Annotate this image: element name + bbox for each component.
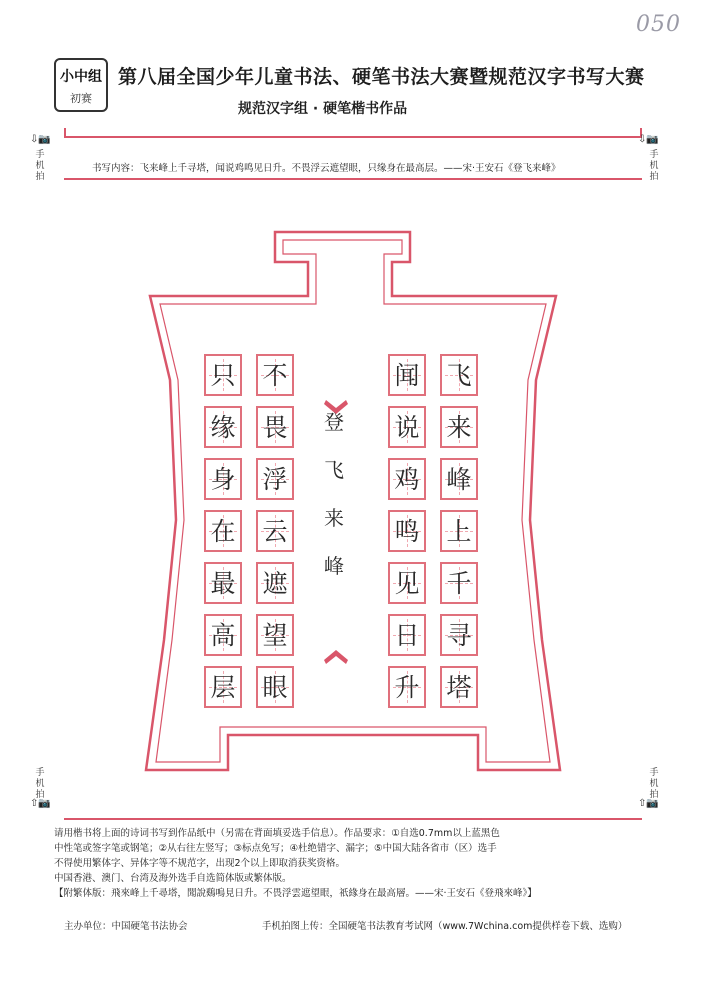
grid-char: 闻 (394, 361, 420, 390)
grid-cell (256, 614, 294, 656)
grid-cell (440, 510, 478, 552)
grid-char: 最 (210, 569, 236, 598)
grid-cell (388, 666, 426, 708)
grid-char: 塔 (446, 673, 472, 702)
grid-cell (388, 406, 426, 448)
grid-char: 只 (210, 361, 236, 390)
grid-cell (204, 458, 242, 500)
phone-tag-top-right: 手机拍 (649, 150, 659, 182)
grid-char: 浮 (262, 465, 288, 494)
requirements-line: 中性笔或签字笔或钢笔；②从右往左竖写；③标点免写；④杜绝错字、漏字；⑤中国大陆各省市（区）选手 (54, 843, 497, 854)
poem-title-char: 峰 (324, 554, 344, 578)
camera-icon-top-left: ⇩📷 (30, 134, 51, 145)
grid-cell (388, 562, 426, 604)
grid-char: 鸣 (394, 517, 420, 546)
grid-char: 寻 (446, 621, 472, 650)
poem-title-char: 登 (324, 410, 344, 434)
grid-char: 千 (446, 569, 472, 598)
writing-content: 书写内容：飞来峰上千寻塔，闻说鸡鸣见日升。不畏浮云遮望眼，只缘身在最高层。——宋·王安石《登飞来峰》 (92, 163, 561, 174)
grid-cell (204, 354, 242, 396)
camera-icon-bottom-left: ⇧📷 (30, 798, 51, 809)
grid-char: 层 (210, 673, 236, 702)
grid-char: 峰 (446, 465, 472, 494)
phone-tag-top-left: 手机拍 (35, 150, 45, 182)
grid-cell (256, 354, 294, 396)
camera-icon-bottom-right: ⇧📷 (638, 798, 659, 809)
grid-cell (256, 666, 294, 708)
phone-tag-bottom-right: 手机拍 (649, 768, 659, 800)
requirements-line: 【附繁体版：飛來峰上千尋塔，聞說鷄鳴見日升。不畏浮雲遮望眼，祇緣身在最高層。——宋·王安石《登飛來峰》】 (54, 888, 537, 899)
grid-cell (440, 562, 478, 604)
grid-char: 鸡 (394, 465, 420, 494)
grid-char: 升 (394, 673, 420, 702)
grid-cell (256, 406, 294, 448)
grid-cell (388, 614, 426, 656)
grid-cell (204, 614, 242, 656)
grid-cell (440, 458, 478, 500)
poem-title-char: 飞 (324, 458, 344, 482)
grid-char: 不 (262, 361, 288, 390)
grid-char: 望 (262, 621, 288, 650)
round-label: 初赛 (70, 92, 92, 105)
grid-cell (204, 666, 242, 708)
grid-char: 云 (262, 517, 288, 546)
grid-cell (388, 510, 426, 552)
grid-char: 上 (446, 517, 472, 546)
grid-char: 遮 (262, 569, 288, 598)
grid-cell (440, 354, 478, 396)
requirements-rule (64, 818, 642, 820)
handwritten-number: 050 (636, 12, 681, 37)
grid-cell (256, 510, 294, 552)
requirements-line: 不得使用繁体字、异体字等不规范字，出现2个以上即取消获奖资格。 (54, 858, 346, 869)
grid-char: 身 (210, 465, 236, 494)
upload-text: 手机拍图上传：全国硬笔书法教育考试网（www.7Wchina.com提供样卷下载、选购） (262, 921, 628, 932)
phone-tag-bottom-left: 手机拍 (35, 768, 45, 800)
grid-char: 缘 (210, 413, 236, 442)
grid-char: 日 (394, 621, 420, 650)
requirements-line: 请用楷书将上面的诗词书写到作品纸中（另需在背面填妥选手信息）。作品要求：①自选0.7mm以上蓝黑色 (54, 828, 500, 839)
requirements-text (54, 826, 654, 901)
poem-title-char: 来 (324, 506, 344, 530)
grid-char: 眼 (262, 673, 288, 702)
camera-icon-top-right: ⇩📷 (638, 134, 659, 145)
page-subtitle: 规范汉字组 · 硬笔楷书作品 (238, 101, 408, 117)
grid-char: 在 (210, 517, 236, 546)
grid-cell (388, 458, 426, 500)
grid-char: 见 (394, 569, 420, 598)
grid-cell (256, 562, 294, 604)
grid-char: 畏 (262, 413, 288, 442)
grid-cell (440, 666, 478, 708)
page-title: 第八届全国少年儿童书法、硬笔书法大赛暨规范汉字书写大赛 (118, 66, 645, 88)
grid-char: 飞 (446, 361, 472, 390)
grid-char: 来 (446, 413, 472, 442)
requirements-line: 中国香港、澳门、台湾及海外选手自选简体版或繁体版。 (54, 873, 292, 884)
grid-char: 高 (210, 621, 236, 650)
grid-cell (440, 614, 478, 656)
grid-char: 说 (394, 413, 420, 442)
organizer-text: 主办单位：中国硬笔书法协会 (64, 921, 188, 932)
grid-cell (204, 510, 242, 552)
grid-cell (204, 406, 242, 448)
poem-title-column (310, 408, 358, 658)
grid-cell (256, 458, 294, 500)
grid-cell (440, 406, 478, 448)
grid-cell (204, 562, 242, 604)
grid-cell (388, 354, 426, 396)
group-label: 小中组 (60, 69, 102, 85)
